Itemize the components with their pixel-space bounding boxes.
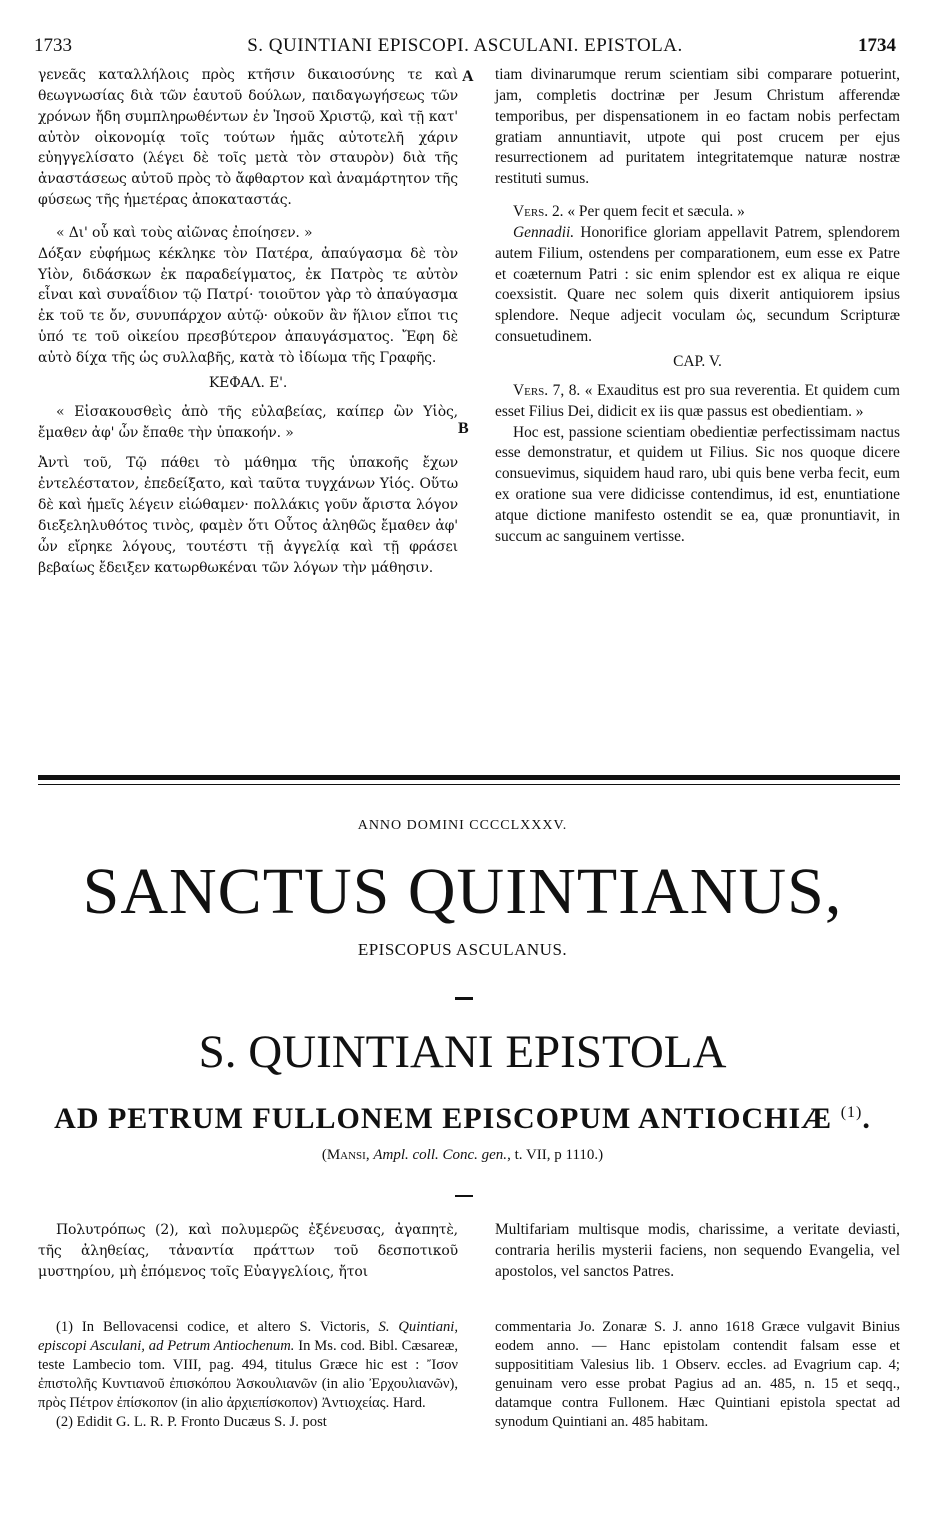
addressee-title: AD PETRUM FULLONEM EPISCOPUM ANTIOCHIÆ $^{(1)}$. [54, 1102, 871, 1135]
latin-paragraph-2-text: Honorifice gloriam appellavit Patrem, splendorem autem Filium, ostendens per comparationem, eum esse ex Patre et coæternum Patri : sic enim splendor est ex aliqua re eique coexsistit. Quare nec solem quis dixerit antiquiorem ipsius splendore. Neque adjecit voculam ὡς, secundum Scripturæ consuetudinem. [495, 223, 900, 346]
addressee-text: AD PETRUM FULLONEM EPISCOPUM ANTIOCHIÆ [54, 1102, 833, 1135]
latin-paragraph-3: Hoc est, passione scientiam obedientiæ perfectissimam nactus esse demonstratur, et quidem ut Filius. Sic nos quoque dicere consuevimus, siquidem haud raro, ubi quis bene verba fecit, eum ex oratione sua vere didicisse contendimus, id est, enuntiatione atque dictione manifesto ostendit se ea, quæ pronuntiavit, in succum ac sanguinem vertisse. [495, 423, 900, 545]
greek-column-top [38, 65, 458, 578]
source-citation: (Mansi, Ampl. coll. Conc. gen., t. VII, p 1110.) [321, 1147, 604, 1163]
title-dash [455, 997, 473, 1000]
greek-paragraph-1: γενεᾶς καταλλήλοις πρὸς κτῆσιν δικαιοσύνης τε καὶ θεωγνωσίας διὰ τῶν ἑαυτοῦ δούλων, παιδαγωγήσεως τῶν χρόνων ἤδη συμπληρωθέντων ἐν Ἰησοῦ Χριστῷ, καὶ τῇ κατ' αὐτὸν οἰκονομίᾳ τοῖς τούτων ἡμᾶς αὐτοτελῆ χάριν εὐηγγελίσατο (λέγει δὲ τοῖς μετὰ τὸν σταυρὸν) διὰ τῆς ἀναστάσεως αὐτοῦ πρὸς τὸ ἄφθαρτον καὶ ἀναμάρτητον τῆς φύσεως τῆς ἡμετέρας ἀποκαταστάς. [38, 67, 458, 209]
source-author: Mansi, [326, 1147, 370, 1163]
latin-verse-2-label: Vers. 2. [513, 203, 564, 221]
footnotes-right [495, 1318, 900, 1432]
latin-verse-7-label: Vers. 7, 8. [513, 381, 581, 399]
section-divider-thin [38, 784, 900, 785]
latin-paragraph-1: tiam divinarumque rerum scientiam sibi comparare potuerint, jam, completis doctrinæ per Jesum Christum afferendæ temporibus, per dispensationem in eo factam nobis perfectam gratiam annuntiavit, utpote qui post crucem per ejus resurrectionem ad puritatem integritatemque naturæ nostræ restituti sumus. [495, 66, 900, 188]
footnote-1-b: S. Quintiani, episcopi Asculani, ad Petrum Antiochenum. [38, 1319, 458, 1354]
addressee-note-ref: (1) [840, 1104, 863, 1121]
margin-marker-b: B [458, 420, 469, 437]
footnote-1-a: (1) In Bellovacensi codice, et altero S. Victoris, [56, 1319, 370, 1335]
latin-chapter-heading: CAP. V. [673, 352, 722, 370]
greek-verse-2: « Δι' οὗ καὶ τοὺς αἰῶνας ἐποίησεν. » [56, 224, 313, 241]
greek-paragraph-2: Δόξαν εὐφήμως κέκληκε τὸν Πατέρα, ἀπαύγασμα δὲ τὸν Υἱὸν, διδάσκων ἐκ παραδείγματος, ἐκ Πατρὸς τε αὐτὸν εἶναι καὶ συναΐδιον τῷ Πατρί· τοιοῦτον γὰρ τὸ ἀπαύγασμα ἐκ τοῦ τε ὄν, συνυπάρχον αὐτῷ· οὐκοῦν ἂν ἥλιον εἴποι τις ὑπό τε τοῦ οἰκείου πρεσβύτερον ἀπαυγάσματος. Ἔφη δὲ αὐτὸ δίχα τῆς ὡς συλλαβῆς, κατὰ τὸ ἰδίωμα τῆς Γραφῆς. [38, 245, 458, 366]
latin-paragraph-2 [495, 223, 900, 348]
latin-verse-7-text: « Exauditus est pro sua reverentia. Et quidem cum esset Filius Dei, didicit ex iis quæ passus est obedientiam. » [495, 381, 900, 420]
page-number-left: 1733 [34, 35, 72, 56]
latin-verse-2 [495, 202, 900, 223]
footnote-2: (2) Edidit G. L. R. P. Fronto Ducæus S. J. post [56, 1414, 327, 1430]
footnotes-left [38, 1318, 458, 1432]
greek-letter-opening: Πολυτρόπως (2), καὶ πολυμερῶς ἐξένευσας, ἀγαπητὲ, τῆς ἀληθείας, τἀναντία πράττων τοῦ δεσποτικοῦ μυστηρίου, μὴ ἑπόμενος τοῖς Εὐαγγελίοις, ἤτοι [38, 1222, 458, 1280]
source-work: Ampl. coll. Conc. gen. [373, 1147, 508, 1163]
episcopus-subtitle: EPISCOPUS ASCULANUS. [357, 940, 568, 959]
latin-column-top [495, 65, 900, 548]
section-divider-thick [38, 775, 900, 780]
epistola-title: S. QUINTIANI EPISTOLA [198, 1026, 727, 1078]
running-head [34, 34, 896, 58]
gennadii-label: Gennadii. [513, 223, 575, 241]
footnote-continuation: commentaria Jo. Zonaræ S. J. anno 1618 Græce vulgavit Binius eodem anno. — Hanc epistolam contendit falsam esse et supposititiam Valesius lib. 1 Observ. eccles. ad Evagrium cap. 4; genuinam vero esse probat Pagius ad an. 485, n. 15 et seqq., datamque contra Fullonem. Hæc Quintiani epistola spectat ad synodum Quintiani an. 485 habitam. [495, 1319, 900, 1430]
footnote-1 [38, 1318, 458, 1413]
anno-domini: ANNO DOMINI CCCCLXXXV. [357, 818, 568, 833]
source-ref: , t. VII, p 1110.) [507, 1147, 604, 1163]
latin-verse-7 [495, 381, 900, 423]
page-number-right: 1734 [858, 35, 896, 56]
latin-verse-2-text: « Per quem fecit et sæcula. » [567, 203, 745, 221]
source-dash [455, 1195, 473, 1197]
running-title: S. QUINTIANI EPISCOPI. ASCULANI. EPISTOLA. [247, 35, 683, 56]
greek-column-bottom [38, 1220, 458, 1283]
latin-column-bottom [495, 1220, 900, 1283]
latin-letter-opening: Multifariam multisque modis, charissime, a veritate deviasti, contraria herilis mysterii faciens, non sequendo Evangelia, vel apostolos, vel sanctos Patres. [495, 1221, 900, 1280]
greek-paragraph-3: Ἀντὶ τοῦ, Τῷ πάθει τὸ μάθημα τῆς ὑπακοῆς ἔχων ἐντελέστατον, ἐπεδείξατο, καὶ ταῦτα τυγχάνων Υἱός. Οὕτω δὲ καὶ ἡμεῖς λέγειν εἰώθαμεν· πολλάκις γοῦν ἄριστα λόγον διεξεληλυθότος τινὸς, φαμὲν ὅτι Οὗτος ἀληθῶς ἔμαθεν ἀφ' ὧν εἴρηκε λόγους, τουτέστι τῇ ἀγγελίᾳ καὶ τῇ φράσει βεβαίως ἔδειξεν κατωρθωκέναι τῶν λόγων τὴν μάθησιν. [38, 455, 458, 576]
footnote-1-c: In Ms. cod. Bibl. Cæsareæ, teste Lambecio tom. VIII, pag. 494, titulus Græce hic est : Ἴσον ἐπιστολῆς Κυντιανοῦ ἐπισκόπου Ἀσκουλιανῶν (in alio Ἐρχουλιανῶν), πρὸς Πέτρον ἐπίσκοπον (in alio ἀρχιεπίσκοπον) Ἀντιοχείας. Hard. [38, 1338, 458, 1411]
greek-chapter-heading: ΚΕΦΑΛ. Ε'. [208, 374, 288, 391]
margin-marker-a: A [462, 68, 474, 85]
saint-title: SANCTUS QUINTIANUS, [82, 855, 843, 928]
greek-verse-7: « Εἰσακουσθεὶς ἀπὸ τῆς εὐλαβείας, καίπερ ὢν Υἱὸς, ἔμαθεν ἀφ' ὧν ἔπαθε τὴν ὑπακοήν. » [38, 403, 458, 441]
